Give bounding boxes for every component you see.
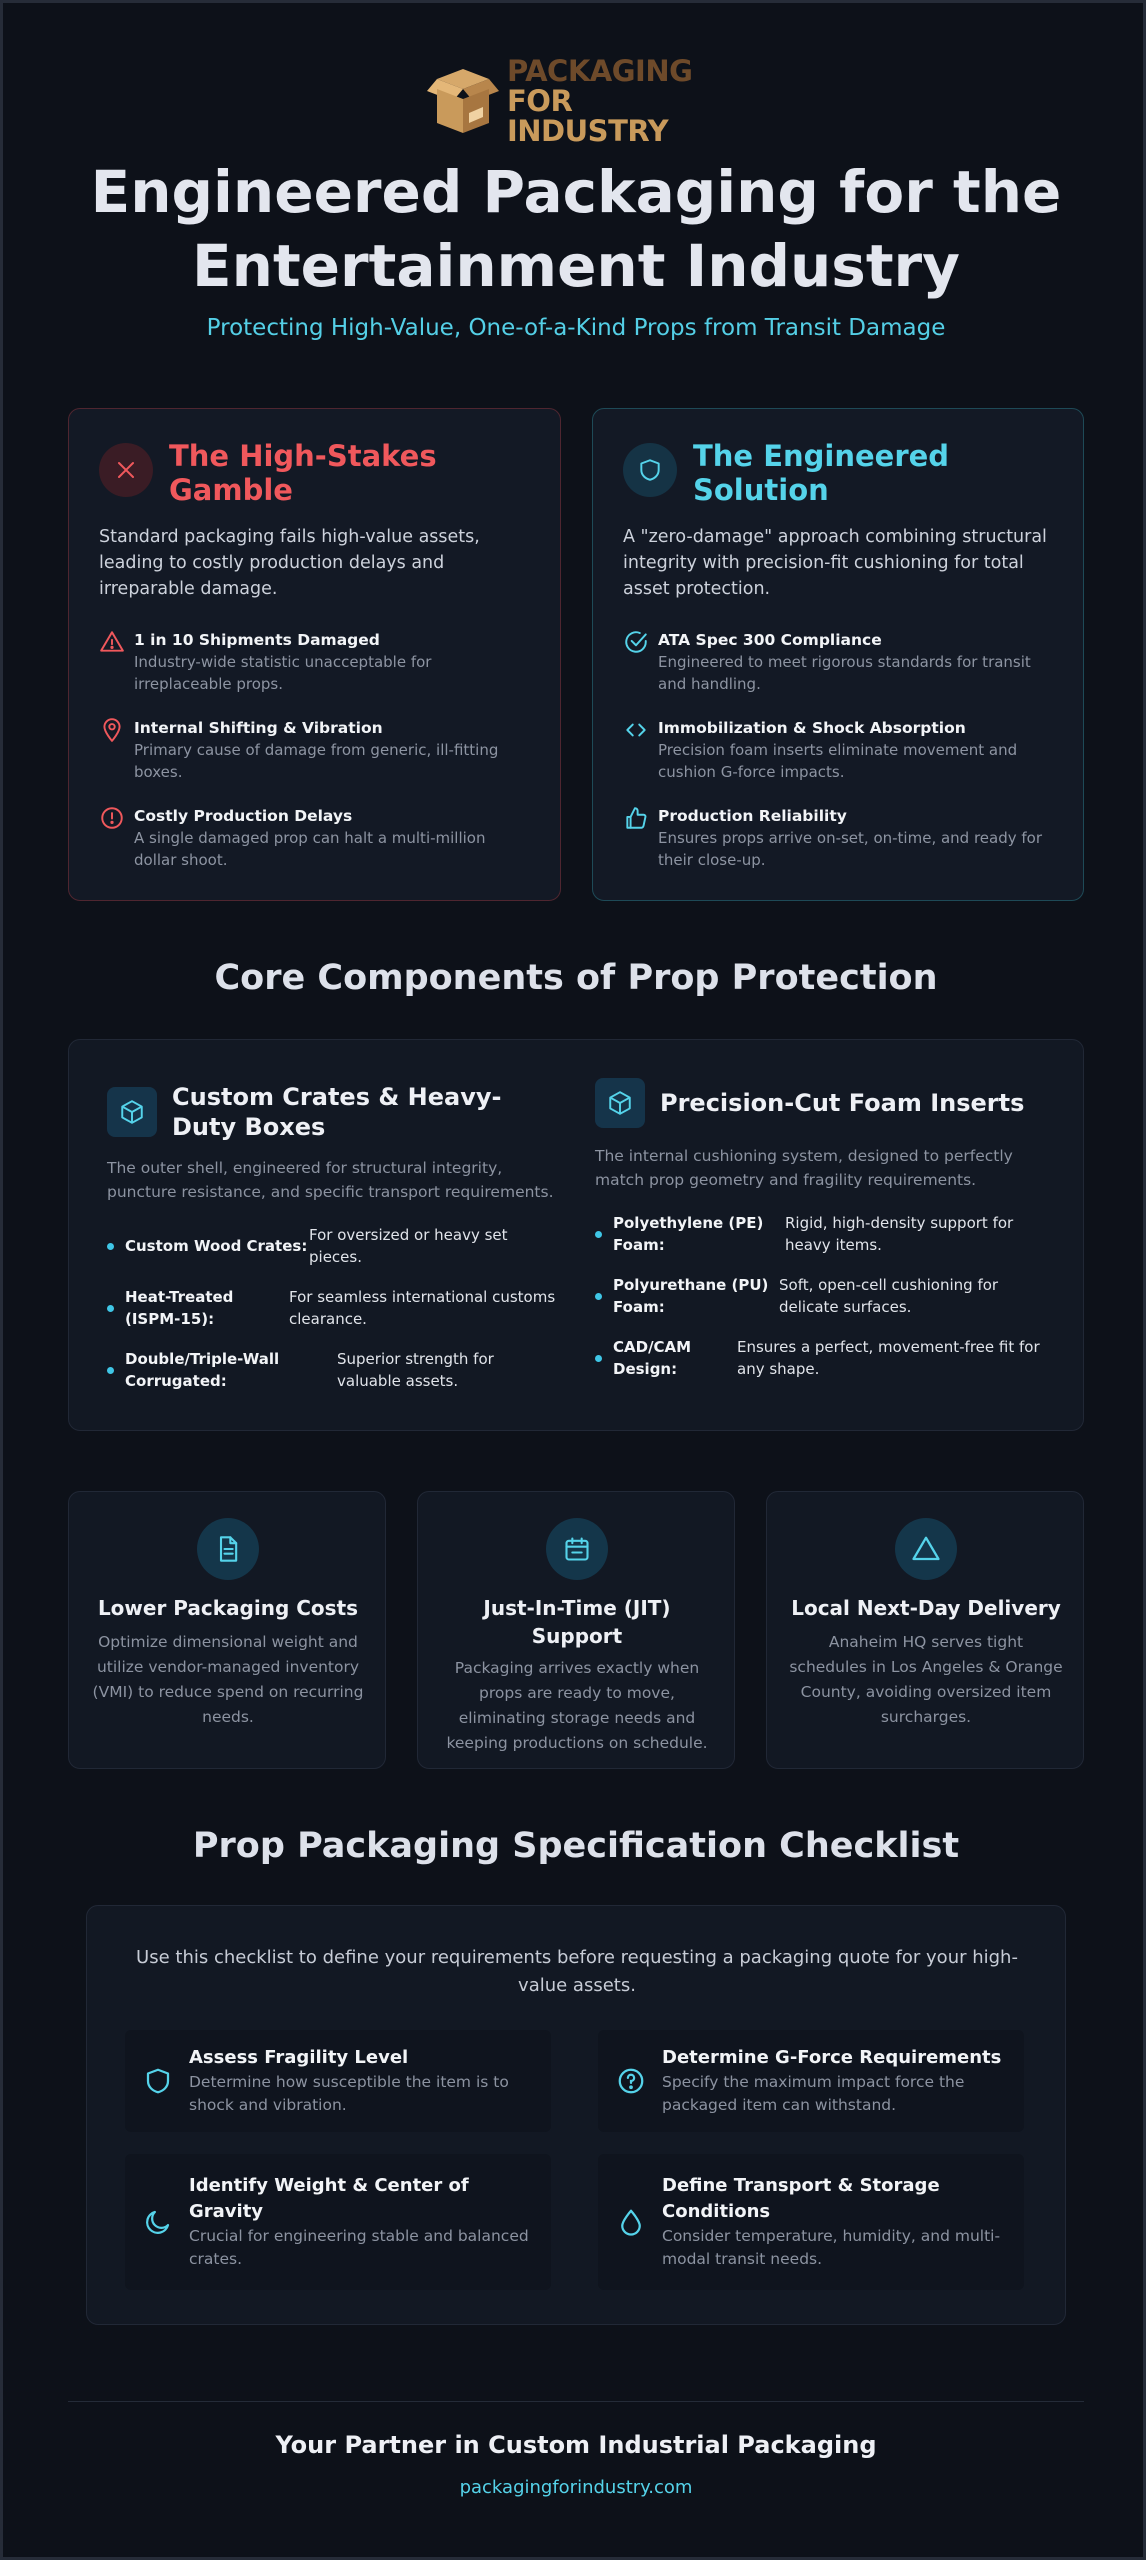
benefit-card — [766, 1491, 1084, 1769]
box-logo-icon — [423, 65, 503, 137]
foam-spec-row — [595, 1336, 1045, 1380]
checklist-item-desc: Crucial for engineering stable and balanced crates. — [189, 2227, 529, 2268]
bullet-dot — [107, 1305, 114, 1312]
crates-spec-row — [107, 1224, 557, 1268]
problem-title: The High-Stakes Gamble — [169, 439, 437, 507]
benefit-desc: Packaging arrives exactly when props are ready to move, eliminating storage needs and keeping productions on schedule. — [446, 1659, 708, 1752]
warning-triangle-icon — [99, 629, 125, 655]
benefit-card — [68, 1491, 386, 1769]
page-title: Engineered Packaging for the Entertainment Industry — [90, 158, 1062, 300]
spec-name: Heat-Treated (ISPM-15): — [125, 1288, 234, 1328]
solution-item-title: Immobilization & Shock Absorption — [658, 719, 966, 737]
components-panel — [68, 1039, 1084, 1431]
benefit-title: Local Next-Day Delivery — [791, 1596, 1061, 1620]
problem-card — [68, 408, 561, 901]
checklist-item-title: Identify Weight & Center of Gravity — [189, 2175, 469, 2222]
spec-value: For seamless international customs clearance. — [289, 1288, 556, 1328]
solution-item — [623, 629, 1053, 695]
brand-line-1: PACKAGING — [507, 54, 693, 88]
spec-value: Soft, open-cell cushioning for delicate surfaces. — [779, 1276, 999, 1316]
benefit-title: Just-In-Time (JIT) Support — [483, 1596, 671, 1648]
problem-item — [99, 717, 529, 783]
checklist-panel — [86, 1905, 1066, 2325]
crates-header — [107, 1082, 562, 1142]
shield-icon — [623, 443, 677, 497]
benefit-title: Lower Packaging Costs — [97, 1596, 359, 1620]
map-pin-icon — [99, 717, 125, 743]
spec-value: Ensures a perfect, movement-free fit for any shape. — [737, 1338, 1040, 1378]
checklist-item — [598, 2030, 1024, 2132]
footer-divider — [68, 2401, 1084, 2402]
check-circle-icon — [623, 629, 649, 655]
solution-card — [592, 408, 1084, 901]
checklist-item-title: Define Transport & Storage Conditions — [662, 2175, 940, 2222]
foam-spec-row — [595, 1274, 1045, 1318]
alert-circle-icon — [99, 805, 125, 831]
checklist-item-desc: Specify the maximum impact force the packaged item can withstand. — [662, 2073, 965, 2114]
foam-spec-row — [595, 1212, 1045, 1256]
benefit-card — [417, 1491, 735, 1769]
footer-website-link[interactable]: packagingforindustry.com — [459, 2477, 693, 2498]
spec-name: Polyethylene (PE) Foam: — [613, 1214, 764, 1254]
checklist-item — [598, 2154, 1024, 2290]
thumbs-up-icon — [623, 805, 649, 831]
code-brackets-icon — [623, 717, 649, 743]
solution-item-desc: Ensures props arrive on-set, on-time, and ready for their close-up. — [658, 829, 1043, 869]
spec-name: Polyurethane (PU) Foam: — [613, 1276, 769, 1316]
document-icon — [197, 1518, 259, 1580]
spec-name: Double/Triple-Wall Corrugated: — [125, 1350, 280, 1390]
checklist-item-title: Assess Fragility Level — [189, 2047, 409, 2068]
foam-description: The internal cushioning system, designed to perfectly match prop geometry and fragility requirements. — [595, 1147, 1013, 1189]
spec-value: For oversized or heavy set pieces. — [309, 1226, 508, 1266]
checklist-item-desc: Determine how susceptible the item is to shock and vibration. — [189, 2073, 509, 2114]
problem-item-title: Costly Production Delays — [134, 807, 353, 825]
checklist-item-title: Determine G-Force Requirements — [662, 2047, 1002, 2068]
bullet-dot — [107, 1367, 114, 1374]
problem-item-desc: Industry-wide statistic unacceptable for irreplaceable props. — [134, 653, 432, 693]
problem-description: Standard packaging fails high-value assets, leading to costly production delays and irreparable damage. — [99, 527, 480, 599]
problem-item-title: Internal Shifting & Vibration — [134, 719, 383, 737]
spec-value: Superior strength for valuable assets. — [337, 1350, 494, 1390]
crates-spec-row — [107, 1348, 557, 1392]
problem-item — [99, 629, 529, 695]
solution-description: A "zero-damage" approach combining structural integrity with precision-fit cushioning for total asset protection. — [623, 527, 1047, 599]
spec-value: Rigid, high-density support for heavy items. — [785, 1214, 1014, 1254]
problem-item-desc: A single damaged prop can halt a multi-million dollar shoot. — [134, 829, 486, 869]
benefit-desc: Optimize dimensional weight and utilize vendor-managed inventory (VMI) to reduce spend on recurring needs. — [92, 1633, 364, 1726]
brand-logo — [423, 54, 733, 148]
shield-icon — [143, 2066, 173, 2096]
benefit-desc: Anaheim HQ serves tight schedules in Los Angeles & Orange County, avoiding oversized item surcharges. — [789, 1633, 1063, 1726]
crates-spec-row — [107, 1286, 557, 1330]
components-section-title: Core Components of Prop Protection — [214, 958, 938, 998]
x-icon — [99, 443, 153, 497]
checklist-item — [125, 2030, 551, 2132]
crates-description: The outer shell, engineered for structural integrity, puncture resistance, and specific transport requirements. — [107, 1159, 554, 1201]
problem-item-desc: Primary cause of damage from generic, ill-fitting boxes. — [134, 741, 499, 781]
solution-item-desc: Precision foam inserts eliminate movement and cushion G-force impacts. — [658, 741, 1018, 781]
foam-header — [595, 1078, 1060, 1128]
bullet-dot — [107, 1243, 114, 1250]
solution-title: The Engineered Solution — [693, 439, 950, 507]
problem-item-title: 1 in 10 Shipments Damaged — [134, 631, 380, 649]
droplet-icon — [616, 2207, 646, 2237]
solution-item — [623, 805, 1053, 871]
checklist-section-title: Prop Packaging Specification Checklist — [192, 1826, 960, 1866]
question-circle-icon — [616, 2066, 646, 2096]
checklist-item — [125, 2154, 551, 2290]
page-subtitle: Protecting High-Value, One-of-a-Kind Props from Transit Damage — [206, 315, 946, 341]
spec-name: CAD/CAM Design: — [613, 1338, 692, 1378]
brand-line-2: FOR INDUSTRY — [507, 84, 669, 148]
checklist-item-desc: Consider temperature, humidity, and multi-modal transit needs. — [662, 2227, 1001, 2268]
calendar-icon — [546, 1518, 608, 1580]
footer-title: Your Partner in Custom Industrial Packaging — [275, 2431, 877, 2459]
moon-icon — [143, 2207, 173, 2237]
problem-item — [99, 805, 529, 871]
spec-name: Custom Wood Crates: — [125, 1237, 308, 1255]
foam-title: Precision-Cut Foam Inserts — [660, 1089, 1025, 1117]
solution-item-desc: Engineered to meet rigorous standards for transit and handling. — [658, 653, 1031, 693]
crates-title: Custom Crates & Heavy-Duty Boxes — [172, 1083, 502, 1141]
solution-item-title: ATA Spec 300 Compliance — [658, 631, 882, 649]
cube-icon — [107, 1087, 157, 1137]
cube-icon — [595, 1078, 645, 1128]
bullet-dot — [595, 1231, 602, 1238]
solution-item-title: Production Reliability — [658, 807, 847, 825]
checklist-intro: Use this checklist to define your requirements before requesting a packaging quote for your high-value assets. — [136, 1947, 1018, 1996]
solution-item — [623, 717, 1053, 783]
triangle-icon — [895, 1518, 957, 1580]
bullet-dot — [595, 1355, 602, 1362]
bullet-dot — [595, 1293, 602, 1300]
